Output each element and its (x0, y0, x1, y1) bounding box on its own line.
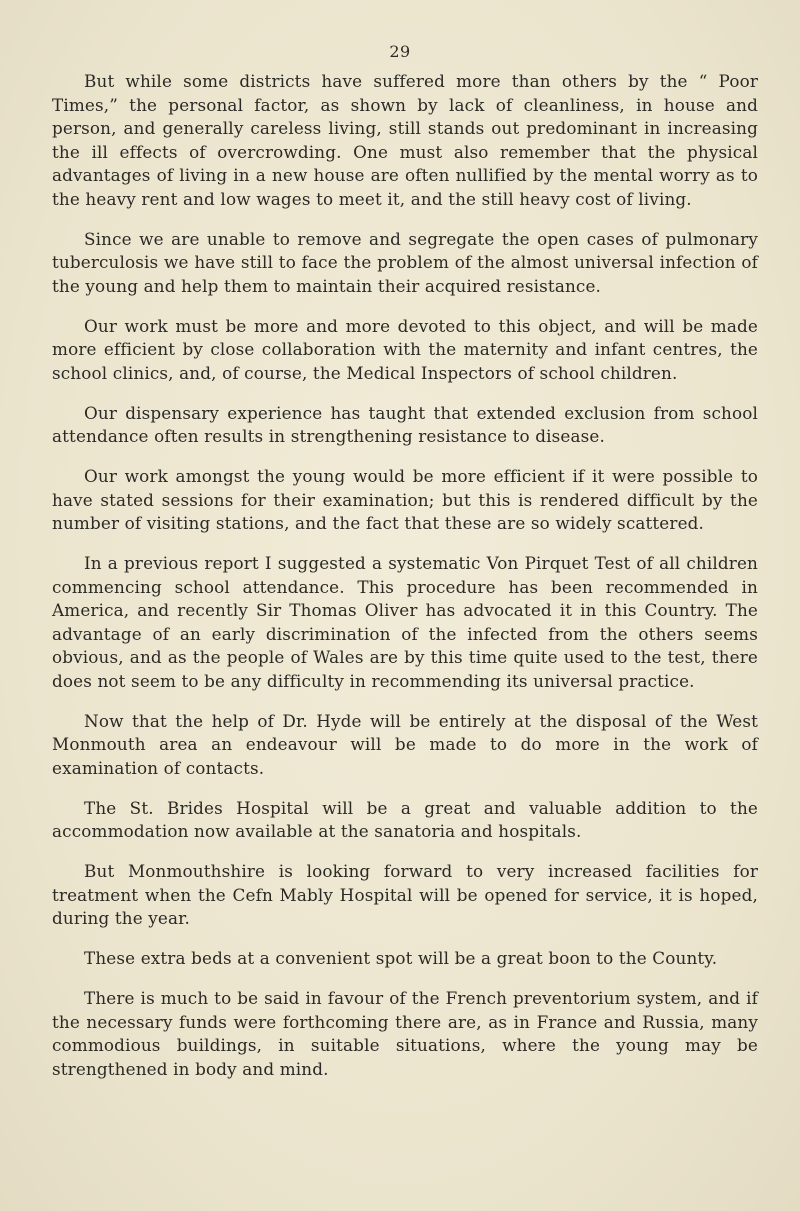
paragraph-french-preventorium: There is much to be said in favour of the French preventorium system, and if the necessary funds were forthcoming there are, as in France and Russia, many commodious buildings, in suitable situations, where the young may be strengthened in body and mind. (52, 988, 758, 1079)
paragraph-st-brides-hospital: The St. Brides Hospital will be a great and valuable addition to the accommodation now available at the sanatoria and hospitals. (52, 797, 758, 841)
paragraph-poor-times: But while some districts have suffered more than others by the “ Poor Times,” the personal factor, as shown by lack of cleanliness, in house and person, and generally careless living, still stands out predominant in increasing the ill effects of overcrowding. One must also remember that the physical advantages of living in a new house are often nullified by the mental worry as to the heavy rent and low wages to meet it, and the still heavy cost of living. (52, 71, 758, 209)
paragraph-von-pirquet-test: In a previous report I suggested a systematic Von Pirquet Test of all children commencing school attendance. This procedure has been recommended in America, and recently Sir Thomas Oliver has advocated it in this Country. The advantage of an early discrimination of the infected from the others seems obvious, and as the people of Wales are by this time quite used to the test, there does not seem to be any difficulty in recommending its universal practice. (52, 553, 758, 691)
paragraph-dispensary-experience: Our dispensary experience has taught that extended exclusion from school attendance often results in strengthening resistance to disease. (52, 402, 758, 446)
paragraph-dr-hyde: Now that the help of Dr. Hyde will be entirely at the disposal of the West Monmouth area an endeavour will be made to do more in the work of examination of contacts. (52, 710, 758, 778)
paragraph-pulmonary-tuberculosis: Since we are unable to remove and segregate the open cases of pulmonary tuberculosis we have still to face the problem of the almost universal infection of the young and help them to maintain their acquired resistance. (52, 228, 758, 296)
paragraph-extra-beds: These extra beds at a convenient spot will be a great boon to the County. (84, 948, 718, 968)
paragraph-collaboration: Our work must be more and more devoted to this object, and will be made more efficient by close collaboration with the maternity and infant centres, the school clinics, and, of course, the Medical Inspectors of school children. (52, 315, 758, 383)
paragraph-work-amongst-young: Our work amongst the young would be more efficient if it were possible to have stated sessions for their examination; but this is rendered difficult by the number of visiting stations, and the fact that these are so widely scattered. (52, 466, 758, 533)
paragraph-cefn-mably-hospital: But Monmouthshire is looking forward to very increased facilities for treatment when the Cefn Mably Hospital will be opened for service, it is hoped, during the year. (52, 861, 758, 928)
body-text (52, 70, 758, 1081)
page-number: 29 (389, 42, 411, 61)
